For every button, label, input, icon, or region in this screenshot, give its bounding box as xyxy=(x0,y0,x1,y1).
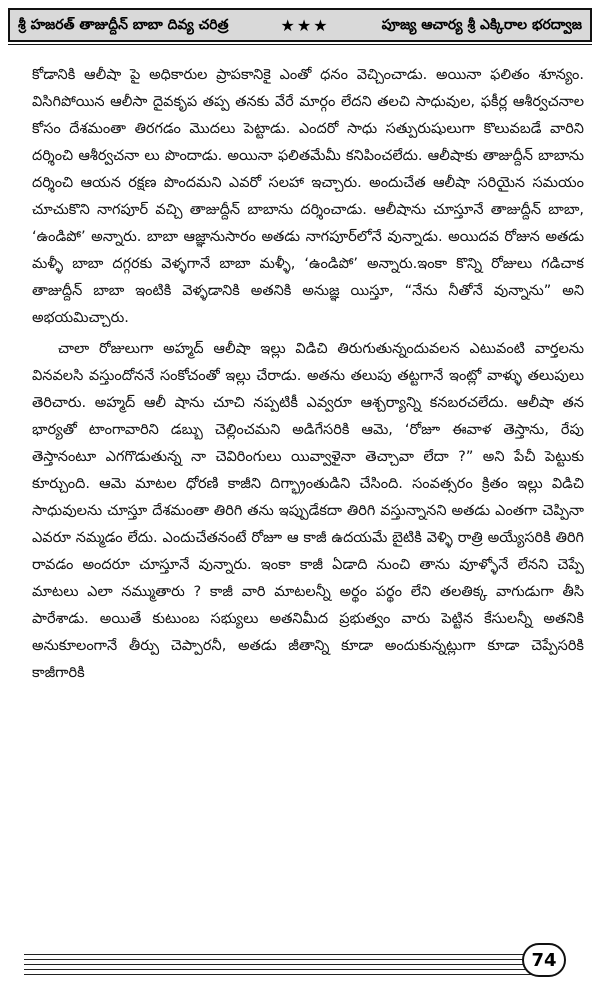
page-footer xyxy=(0,940,600,995)
page-number-badge xyxy=(522,943,566,977)
footer-line xyxy=(24,959,554,960)
book-title: శ్రీ హజరత్ తాజుద్దీన్ బాబా దివ్య చరిత్ర xyxy=(18,17,229,33)
page-body xyxy=(32,62,584,932)
footer-line xyxy=(24,974,554,975)
footer-rule-lines xyxy=(24,954,554,976)
footer-line xyxy=(24,964,554,965)
footer-line xyxy=(24,954,554,955)
footer-line xyxy=(24,969,554,970)
author-name: పూజ్య ఆచార్య శ్రీ ఎక్కిరాల భరద్వాజ xyxy=(381,17,582,33)
paragraph-1: కోడానికి ఆలీషా పై అధికారుల ప్రాపకానికై ఎంతో ధనం వెచ్చించాడు. అయినా ఫలితం శూన్యం. విసిగిపోయిన ఆలీసా దైవకృప తప్ప తనకు వేరే మార్గం లేదని తలచి సాధువుల, ఫకీర్ల ఆశీర్వచనాల కోసం దేశమంతా తిరగడం మొదలు పెట్టాడు. ఎందరో సాధు సత్పురుషులుగా కొలువబడే వారిని దర్శించి ఆశీర్వచనా లు పొందాడు. అయినా ఫలితమేమీ కనిపించలేదు. ఆలీషాకు తాజుద్దీన్ బాబాను దర్శించి ఆయన రక్షణ పొందమని ఎవరో సలహా ఇచ్చారు. అందుచేత ఆలీషా సరియైన సమయం చూచుకొని నాగపూర్ వచ్చి తాజుద్దీన్ బాబాను దర్శించాడు. ఆలీషాను చూస్తూనే తాజుద్దీన్ బాబా, ‘ఉండిపో’ అన్నారు. బాబా ఆజ్ఞానుసారం అతడు నాగపూర్‌లోనే వున్నాడు. అయిదవ రోజున అతడు మళ్ళీ బాబా దగ్గరకు వెళ్ళగానే బాబా మళ్ళీ, ‘ఉండిపో’ అన్నారు.ఇంకా కొన్ని రోజులు గడిచాక తాజుద్దీన్ బాబా ఇంటికి వెళ్ళడానికి అతనికి అనుజ్ఞ యిస్తూ, “నేను నీతోనే వున్నాను” అని అభయమిచ్చారు. xyxy=(32,67,584,326)
header-stars-ornament: ★★★ xyxy=(280,15,330,35)
paragraph-2: చాలా రోజులుగా అహ్మద్ ఆలీషా ఇల్లు విడిచి తిరుగుతున్నందువలన ఎటువంటి వార్తలను వినవలసి వస్తుందోననే సంకోచంతో ఇల్లు చేరాడు. అతను తలుపు తట్టగానే ఇంట్లో వాళ్ళు తలుపులు తెరిచారు. అహ్మద్ ఆలీ షాను చూచి నప్పటికీ ఎవ్వరూ ఆశ్చర్యాన్ని కనబరచలేదు. ఆలీషా తన భార్యతో టాంగావారిని డబ్బు చెల్లించమని అడిగేసరికి ఆమె, ‘రోజూ ఈవాళ తెస్తాను, రేపు తెస్తానంటూ ఎగగొడుతున్న నా చెవిరింగులు యివ్వాళైనా తెచ్చావా లేదా ?” అని పేచీ పెట్టుకు కూర్చుంది. ఆమె మాటల ధోరణి కాజీని దిగ్భ్రాంతుడిని చేసింది. సంవత్సరం క్రితం ఇల్లు విడిచి సాధువులను చూస్తూ దేశమంతా తిరిగి తను ఇప్పుడేకదా తిరిగి వస్తున్నానని అతడు ఎంతగా చెప్పినా ఎవరూ నమ్మడం లేదు. ఎందుచేతనంటే రోజూ ఆ కాజీ ఉదయమే బైటికి వెళ్ళి రాత్రి అయ్యేసరికి తిరిగి రావడం అందరూ చూస్తూనే వున్నారు. ఇంకా కాజీ ఏడాది నుంచి తాను వూళ్ళోనే లేనని చెప్పే మాటలు ఎలా నమ్ముతారు ? కాజీ వారి మాటలన్నీ అర్థం పర్థం లేని తలతిక్క వాగుడుగా తీసి పారేశాడు. అయితే కుటుంబ సభ్యులు అతనిమీద ప్రభుత్వం వారు పెట్టిన కేసులన్నీ అతనికి అనుకూలంగానే తీర్పు చెప్పారనీ, అతడు జీతాన్ని కూడా అందుకున్నట్లుగా కూడా చెప్పేసరికి కాజీగారికి xyxy=(32,341,584,681)
running-header xyxy=(8,8,592,42)
header-rule xyxy=(8,44,592,45)
page-number: 74 xyxy=(531,949,557,971)
